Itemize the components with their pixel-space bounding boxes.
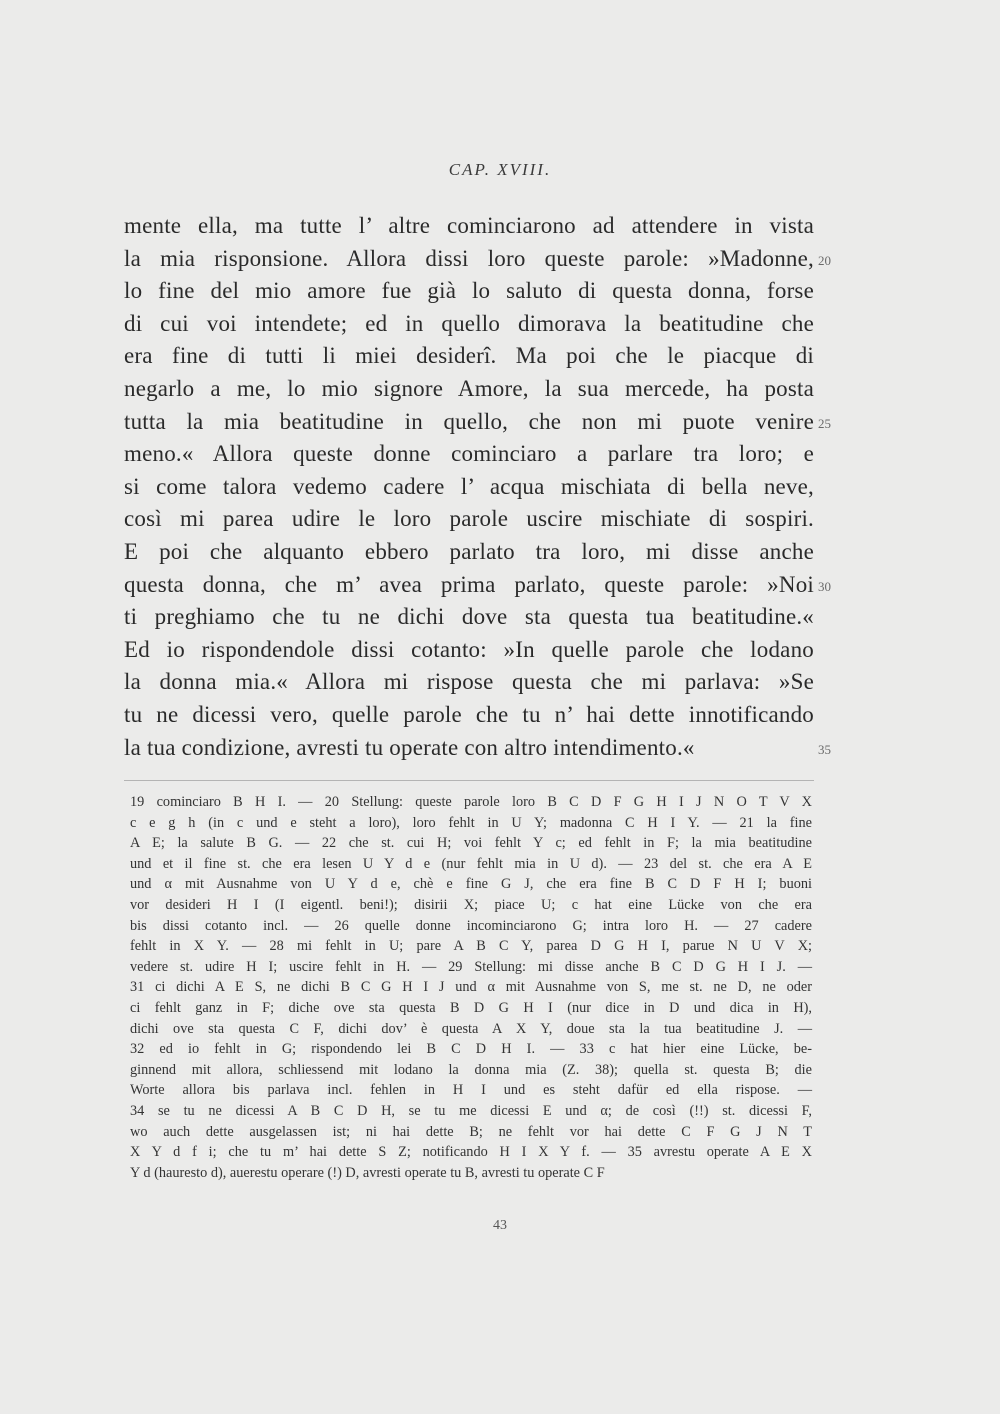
text-line: così mi parea udire le loro parole uscire mischiate di sospiri. — [124, 506, 814, 532]
note-line: X Y d f i; che tu m’ hai dette S Z; notificando H I X Y f. — 35 avrestu operate A E X — [130, 1144, 812, 1161]
text-line: tu ne dicessi vero, quelle parole che tu n’ hai dette innotificando — [124, 701, 814, 727]
note-line: 34 se tu ne dicessi A B C D H, se tu me dicessi E und α; de così (!!) st. dicessi F, — [130, 1102, 812, 1119]
note-line: c e g h (in c und e steht a loro), loro fehlt in U Y; madonna C H I Y. — 21 la fine — [130, 814, 812, 831]
note-line: 19 cominciaro B H I. — 20 Stellung: queste parole loro B C D F G H I J N O T V X — [130, 794, 812, 810]
note-line: fehlt in X Y. — 28 mi fehlt in U; pare A B C Y, parea D G H I, parue N U V X; — [130, 938, 812, 955]
note-line: 31 ci dichi A E S, ne dichi B C G H I J und α mit Ausnahme von S, me st. ne D, ne oder — [130, 979, 812, 996]
text-line: la mia risponsione. Allora dissi loro queste parole: »Madonne, — [124, 245, 814, 271]
note-line: und α mit Ausnahme von U Y d e, chè e fine G J, che era fine B C D F H I; buoni — [130, 876, 812, 893]
page-number: 43 — [493, 1218, 507, 1233]
text-line: la donna mia.« Allora mi rispose questa che mi parlava: »Se — [124, 669, 814, 695]
margin-line-number: 25 — [818, 415, 831, 431]
main-text — [124, 210, 814, 764]
text-line: si come talora vedemo cadere l’ acqua mischiata di bella neve, — [124, 473, 814, 499]
note-line: dichi ove sta questa C F, dichi dov’ è questa A X Y, doue sta la tua beatitudine J. — — [130, 1020, 812, 1037]
text-line: la tua condizione, avresti tu operate con altro intendimento.« — [124, 734, 695, 760]
note-line: ginnend mit allora, schliessend mit lodano la donna mia (Z. 38); quella st. questa B; die — [130, 1061, 812, 1078]
text-line: tutta la mia beatitudine in quello, che non mi puote venire — [124, 408, 814, 434]
text-line: ti preghiamo che tu ne dichi dove sta questa tua beatitudine.« — [124, 604, 814, 630]
note-line: Worte allora bis parlava incl. fehlen in H I und es steht dafür ed ella rispose. — — [130, 1082, 812, 1099]
margin-line-number: 20 — [818, 252, 831, 268]
note-line: und et il fine st. che era lesen U Y d e (nur fehlt mia in U d). — 23 del st. che era A E — [130, 855, 812, 872]
note-line: Y d (hauresto d), auerestu operare (!) D, avresti operate tu B, avresti tu operate C F — [130, 1164, 605, 1181]
chapter-header: CAP. XVIII. — [448, 160, 552, 179]
text-line: era fine di tutti li miei desiderî. Ma poi che le piacque di — [124, 343, 814, 369]
text-line: di cui voi intendete; ed in quello dimorava la beatitudine che — [124, 310, 814, 336]
note-line: vedere st. udire H I; uscire fehlt in H. — 29 Stellung: mi disse anche B C D G H I J. — — [130, 958, 812, 975]
text-line: Ed io rispondendole dissi cotanto: »In quelle parole che lodano — [124, 636, 814, 662]
footnote-rule — [124, 780, 814, 781]
text-line: E poi che alquanto ebbero parlato tra loro, mi disse anche — [124, 538, 814, 564]
note-line: 32 ed io fehlt in G; rispondendo lei B C D H I. — 33 c hat hier eine Lücke, be- — [130, 1041, 812, 1058]
note-line: bis dissi cotanto incl. — 26 quelle donne incominciarono G; intra loro H. — 27 cadere — [130, 917, 812, 934]
critical-apparatus — [130, 792, 812, 1183]
note-line: wo auch dette ausgelassen ist; ni hai dette B; ne fehlt vor hai dette C F G J N T — [130, 1123, 812, 1140]
text-line: questa donna, che m’ avea prima parlato, queste parole: »Noi — [124, 571, 814, 597]
note-line: A E; la salute B G. — 22 che st. cui H; voi fehlt Y c; ed fehlt in F; la mia beatitudine — [130, 835, 812, 852]
text-line: lo fine del mio amore fue già lo saluto di questa donna, forse — [124, 278, 814, 304]
margin-line-number: 30 — [818, 578, 831, 594]
text-line: meno.« Allora queste donne cominciaro a parlare tra loro; e — [124, 441, 814, 467]
margin-line-number: 35 — [818, 741, 831, 757]
text-line: mente ella, ma tutte l’ altre cominciarono ad attendere in vista — [124, 213, 814, 238]
note-line: vor desideri H I (I eigentl. beni!); disirii X; piace U; c hat eine Lücke von che era — [130, 896, 812, 913]
text-line: negarlo a me, lo mio signore Amore, la sua mercede, ha posta — [124, 375, 814, 401]
note-line: ci fehlt ganz in F; diche ove sta questa B D G H I (nur dice in D und dica in H), — [130, 999, 812, 1016]
